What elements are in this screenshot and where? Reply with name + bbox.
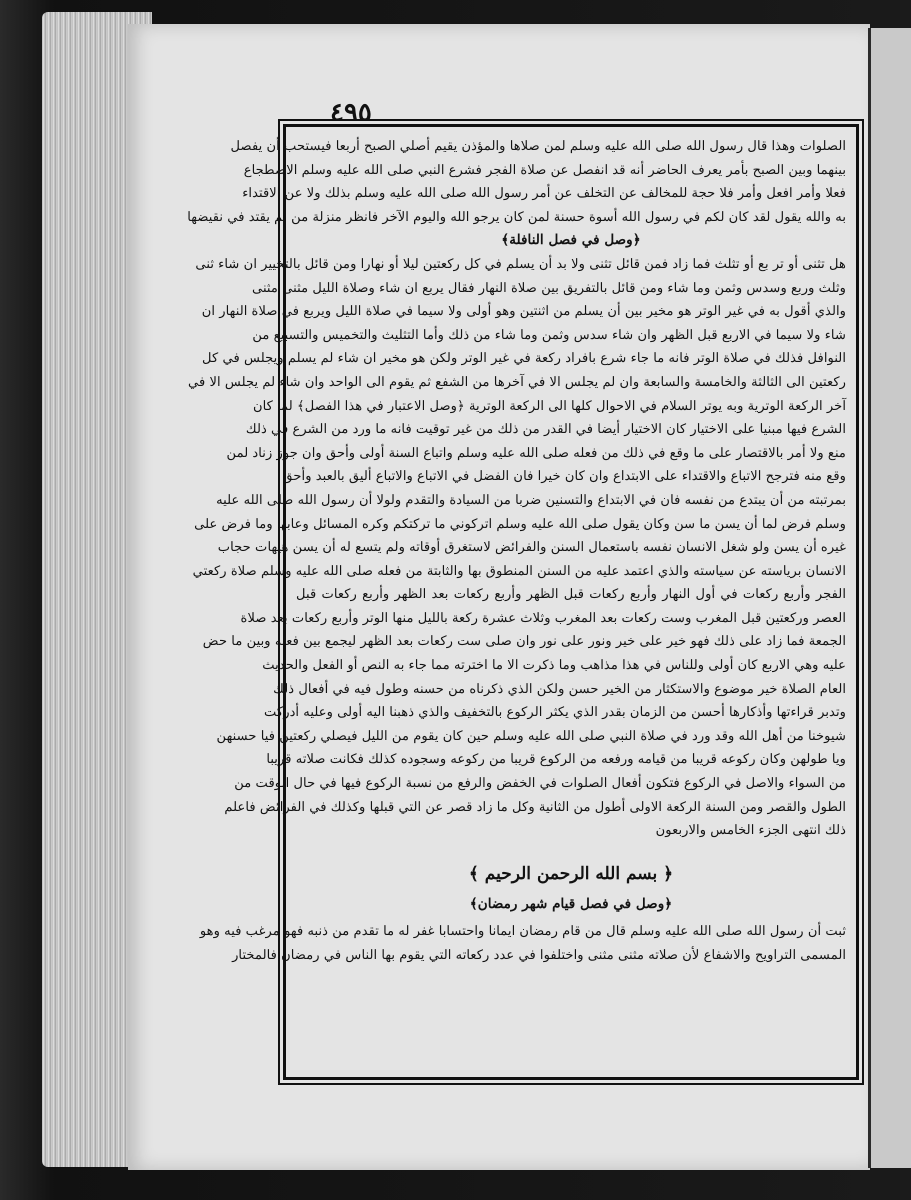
facing-page-edge	[868, 28, 911, 1168]
text-line: وثلث وربع وسدس وثمن وما شاء ومن قائل بالتفريق بين صلاة النهار فقال يربع ان شاء وصلاة الليل مثنى مثنى	[251, 280, 846, 296]
text-line: ركعتين الى الثالثة والخامسة والسابعة وان لم يجلس الا في آخرها من الشفع ثم يقوم الى الواحد وان شاء لم يجلس الا في	[187, 374, 846, 390]
text-line: وقع منه فترجح الاتباع والاقتداء على الابتداع وان كان خيرا فان الفضل في الاتباع والاتباع أليق بالعبد وأحق	[282, 469, 846, 485]
text-line: العصر وركعتين قبل المغرب وست ركعات بعد المغرب وثلاث عشرة ركعة بالليل منها الوتر وأربع ركعات بعد صلاة	[240, 610, 846, 626]
section-heading: ﴿وصل في فصل النافلة﴾	[501, 232, 641, 249]
text-line: وسلم فرض لما أن يسن ما سن وكان يقول صلى الله عليه وسلم اتركوني ما تركتكم وكره المسائل وعابها وما فرض على	[194, 516, 846, 532]
text-line: بينهما وبين الصبح بأمر يعرف الحاضر أنه قد انفصل عن صلاة الفجر فشرع النبي صلى الله عليه وسلم الاضطجاع	[243, 162, 846, 178]
text-line: العام الصلاة خير موضوع والاستكثار من الخير حسن ولكن الذي ذكرناه من حسنه وطول فيه في أفعال ذلك	[273, 681, 846, 697]
text-line: شاء ولا سيما في الاربع قبل الظهر وان شاء سدس وثمن وما شاء من ذلك وأما التثليث والتخميس والتسبيع من	[252, 327, 846, 343]
text-line: شيوخنا من أهل الله وقد ورد في صلاة النبي صلى الله عليه وسلم حين كان يقوم من الليل فيصلي ركعتين فيا حسنهن	[216, 728, 846, 744]
text-line: الانسان برياسته عن سياسته والذي اعتمد عليه من السنن المنطوق بها والثابتة من فعله صلى الله عليه وسلم صلاة ركعتي	[192, 563, 846, 579]
text-line: فعلا وأمر افعل وأمر فلا حجة للمخالف عن التخلف عن أمر رسول الله صلى الله عليه وسلم بذلك ولا عن الاقتداء	[242, 186, 846, 202]
basmala-heading: ﴿ بسم الله الرحمن الرحيم ﴾	[468, 863, 674, 884]
text-line: عليه وهي الاربع كان أولى وللناس في هذا مذاهب وما ذكرت الا ما اخترته مما جاء به النص أو الفعل والحديث	[262, 658, 846, 674]
text-body	[187, 135, 846, 1069]
text-frame	[187, 124, 859, 1080]
text-line: ويا طولهن وكان ركوعه قريبا من قيامه ورفعه من الركوع قريبا من ركوعه وسجوده كذلك فكانت صلاته قريبا	[266, 752, 846, 768]
text-line: المسمى التراويح والاشفاع لأن صلاته مثنى مثنى واختلفوا في عدد ركعاته التي يقوم بها الناس في رمضان فالمختار	[232, 948, 846, 963]
text-line: الفجر وأربع ركعات في أول النهار وأربع ركعات قبل الظهر وأربع ركعات بعد الظهر وأربع ركعات قبل	[296, 587, 846, 603]
text-line: النوافل فذلك في صلاة الوتر فانه ما جاء شرع بافراد ركعة في غير الوتر ولكن هو مخير ان شاء لم يسلم ويجلس في كل	[202, 351, 846, 367]
text-line: الجمعة فما زاد على ذلك فهو خير على خير ونور على نور وان صلى ست ركعات بعد الظهر ليجمع بين فعله وبين ما حض	[202, 634, 846, 650]
text-line: ذلك انتهى الجزء الخامس والاربعون	[655, 823, 846, 839]
text-line: آخر الركعة الوترية وبه يوتر السلام في الاحوال كلها الى الركعة الوترية ﴿وصل الاعتبار في هذا الفصل﴾ لما كان	[252, 398, 846, 414]
text-line: غيره أن يسن ولو شغل الانسان نفسه باستعمال السنن والفرائض لاستغرق أوقاته ولم يتسع له أن يسن هيهات حجاب	[217, 540, 846, 556]
text-line: به والله يقول لقد كان لكم في رسول الله أسوة حسنة لمن كان يرجو الله واليوم الآخر فانظر منزلة من لم يقتد في نقيضها	[187, 209, 846, 225]
text-line: والذي أقول به في غير الوتر هو مخير بين أن يسلم من اثنتين وهو أولى ولا سيما في صلاة الليل ويربع في صلاة النهار ان	[201, 304, 846, 320]
text-line: بمرتبته من أن يبتدع من نفسه فان في الابتداع والتسنين ضربا من السيادة والتقدم ولولا أن رسول الله صلى الله عليه	[216, 492, 846, 508]
text-line: الشرع فيها مبنيا على الاختيار كان الاختيار أيضا في القدر من ذلك من غير توقيت فانه ما ورد من الشرع في ذلك	[245, 422, 846, 438]
text-line: ثبت أن رسول الله صلى الله عليه وسلم قال من قام رمضان ايمانا واحتسابا غفر له ما تقدم من ذنبه فهو مرغب فيه وهو	[199, 924, 846, 940]
text-line: الطول والقصر ومن السنة الركعة الاولى أطول من الثانية وكل ما زاد قصر عن التي قبلها وكذلك في الفرائض فاعلم	[224, 799, 846, 815]
text-line: منع ولا أمر بالاقتصار على ما وقع في ذلك من فعله صلى الله عليه وسلم واتباع السنة أولى وأحق وان جوز زناد لمن	[226, 445, 846, 461]
text-line: وتدبر قراءتها وأذكارها أحسن من الزمان بقدر الذي يكثر الركوع بالتخفيف والذي ذهبنا اليه أولى وعليه أدركت	[263, 705, 846, 721]
text-line: هل تثنى أو تر بع أو تثلث فما زاد فمن قائل تثنى ولا بد أن يسلم في كل ركعتين ليلا أو نهارا ومن قائل بالتخيير ان شاء ثنى	[195, 256, 846, 272]
text-line: الصلوات وهذا قال رسول الله صلى الله عليه وسلم لمن صلاها والمؤذن يقيم أصلي الصبح أربعا فيستحب أن يفصل	[230, 139, 846, 154]
page-number: ٤٩٥	[330, 98, 372, 128]
text-line: من السواء والاصل في الركوع فتكون أفعال الصلوات في الخفض والرفع من نسبة الركوع فيها في حال الوقت من	[234, 776, 846, 792]
section-heading: ﴿وصل في فصل قيام شهر رمضان﴾	[469, 895, 673, 912]
